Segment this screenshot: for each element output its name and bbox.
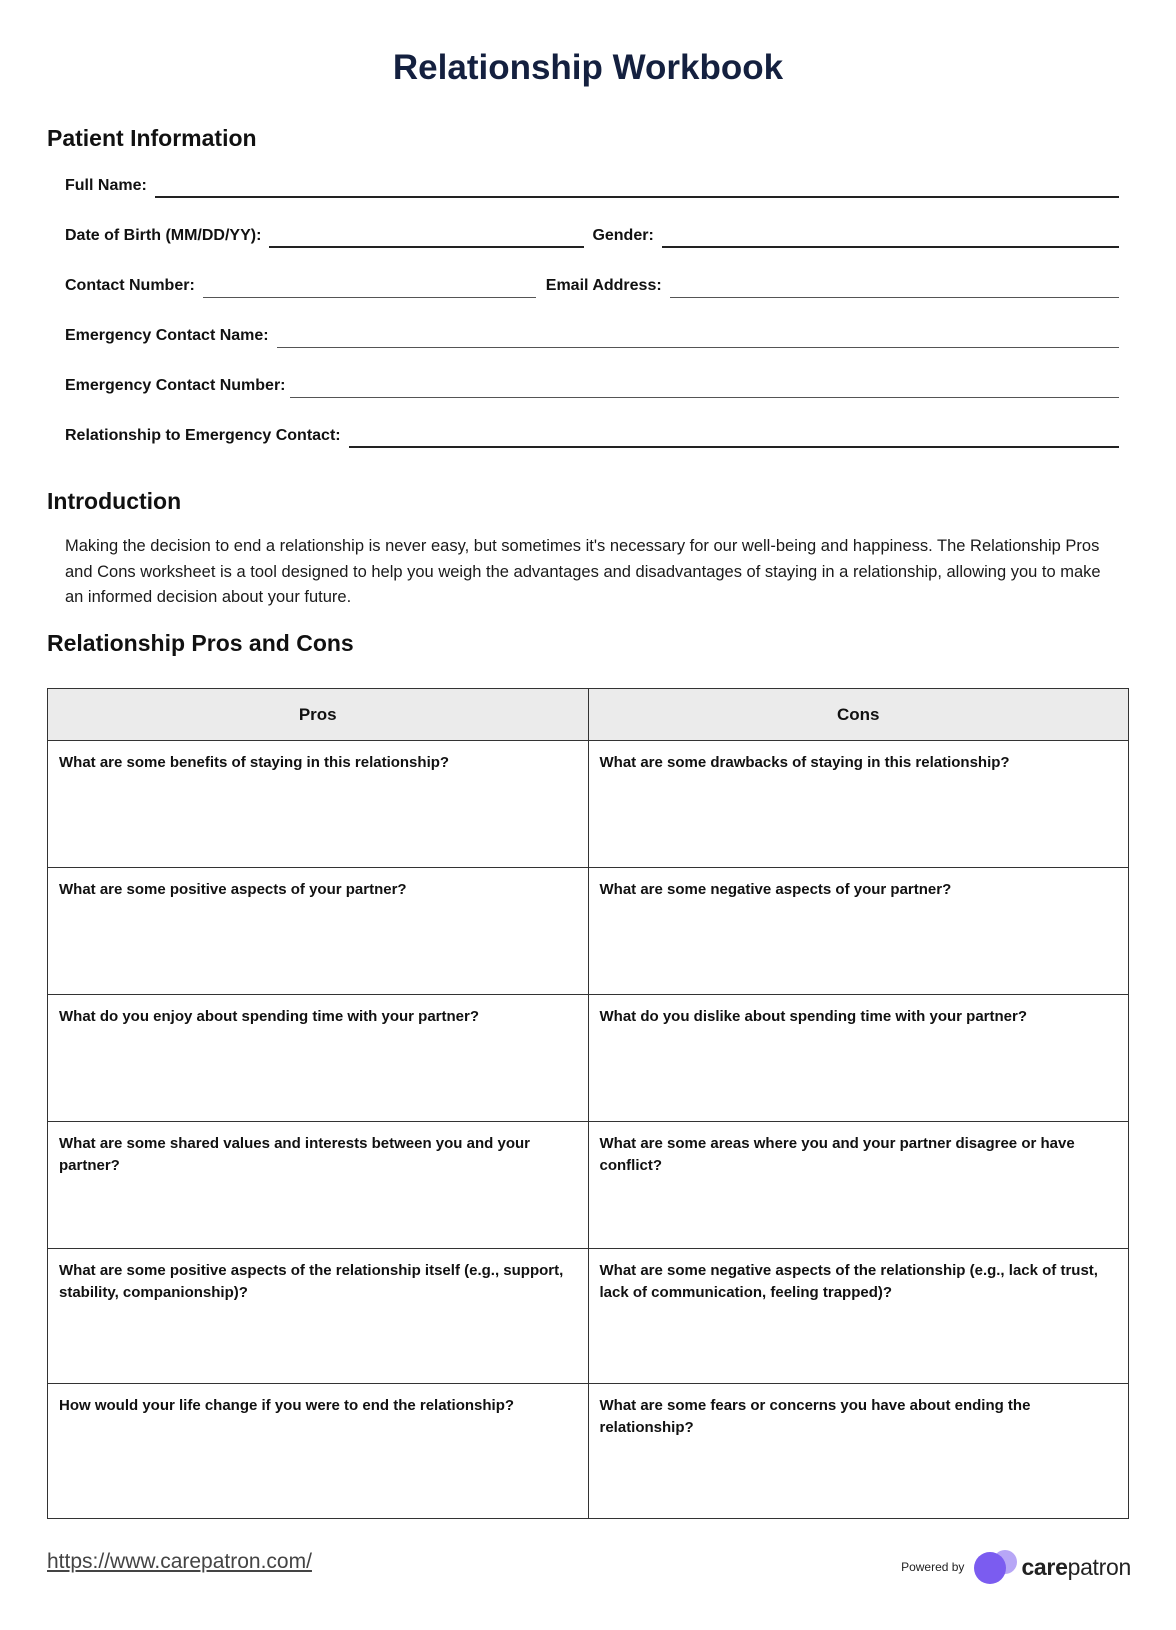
- powered-by-brand: [901, 1550, 1131, 1584]
- gender-field[interactable]: [662, 226, 1119, 248]
- emergency-number-label: Emergency Contact Number:: [65, 377, 286, 394]
- email-label: Email Address:: [545, 277, 662, 294]
- dob-label: Date of Birth (MM/DD/YY):: [65, 227, 262, 244]
- pro-cell[interactable]: What are some shared values and interests between you and your partner?: [48, 1122, 589, 1249]
- contact-number-label: Contact Number:: [65, 277, 195, 294]
- pros-cons-heading: Relationship Pros and Cons: [47, 630, 354, 656]
- table-row: [48, 868, 1129, 995]
- emergency-name-label: Emergency Contact Name:: [65, 327, 269, 344]
- con-cell[interactable]: What do you dislike about spending time with your partner?: [588, 995, 1129, 1122]
- relationship-field[interactable]: [349, 426, 1119, 448]
- pro-cell[interactable]: What do you enjoy about spending time with your partner?: [48, 995, 589, 1122]
- pro-cell[interactable]: What are some positive aspects of your partner?: [48, 868, 589, 995]
- table-row: [48, 995, 1129, 1122]
- patient-info-heading: Patient Information: [47, 125, 257, 151]
- carepatron-link[interactable]: https://www.carepatron.com/: [47, 1550, 312, 1573]
- full-name-row: [65, 168, 1119, 198]
- contact-email-row: [65, 268, 1119, 298]
- table-row: [48, 741, 1129, 868]
- table-row: [48, 1249, 1129, 1384]
- con-cell[interactable]: What are some negative aspects of the relationship (e.g., lack of trust, lack of communication, feeling trapped)?: [588, 1249, 1129, 1384]
- brand-name-bold: care: [1021, 1553, 1068, 1580]
- introduction-text: Making the decision to end a relationship is never easy, but sometimes it's necessary for our well-being and happiness. The Relationship Pros and Cons worksheet is a tool designed to help you weigh the advantages and disadvantages of staying in a relationship, allowing you to make an informed decision about your future.: [65, 537, 1101, 606]
- full-name-field[interactable]: [155, 176, 1119, 198]
- carepatron-logo-icon: [971, 1550, 1021, 1584]
- table-row: [48, 1384, 1129, 1519]
- dob-field[interactable]: [269, 226, 584, 248]
- emergency-name-field[interactable]: [277, 327, 1119, 348]
- introduction-heading: Introduction: [47, 488, 182, 514]
- dob-gender-row: [65, 218, 1119, 248]
- relationship-row: [65, 418, 1119, 448]
- con-cell[interactable]: What are some fears or concerns you have about ending the relationship?: [588, 1384, 1129, 1519]
- email-field[interactable]: [670, 277, 1119, 298]
- page-title: Relationship Workbook: [392, 48, 784, 87]
- pro-cell[interactable]: How would your life change if you were to end the relationship?: [48, 1384, 589, 1519]
- gender-label: Gender:: [592, 227, 654, 244]
- pros-column-header: Pros: [48, 689, 589, 741]
- pro-cell[interactable]: What are some positive aspects of the relationship itself (e.g., support, stability, companionship)?: [48, 1249, 589, 1384]
- cons-column-header: Cons: [588, 689, 1129, 741]
- pros-cons-table: [47, 688, 1129, 1519]
- emergency-number-row: [65, 368, 1119, 398]
- emergency-name-row: [65, 318, 1119, 348]
- powered-by-text: Powered by: [901, 1560, 965, 1574]
- table-row: [48, 1122, 1129, 1249]
- brand-name-rest: patron: [1067, 1553, 1131, 1580]
- con-cell[interactable]: What are some negative aspects of your partner?: [588, 868, 1129, 995]
- contact-number-field[interactable]: [203, 277, 536, 298]
- relationship-label: Relationship to Emergency Contact:: [65, 427, 341, 444]
- con-cell[interactable]: What are some drawbacks of staying in this relationship?: [588, 741, 1129, 868]
- brand-name: [1021, 1554, 1131, 1581]
- table-header-row: [48, 689, 1129, 741]
- pro-cell[interactable]: What are some benefits of staying in this relationship?: [48, 741, 589, 868]
- con-cell[interactable]: What are some areas where you and your partner disagree or have conflict?: [588, 1122, 1129, 1249]
- full-name-label: Full Name:: [65, 177, 147, 194]
- emergency-number-field[interactable]: [290, 377, 1120, 398]
